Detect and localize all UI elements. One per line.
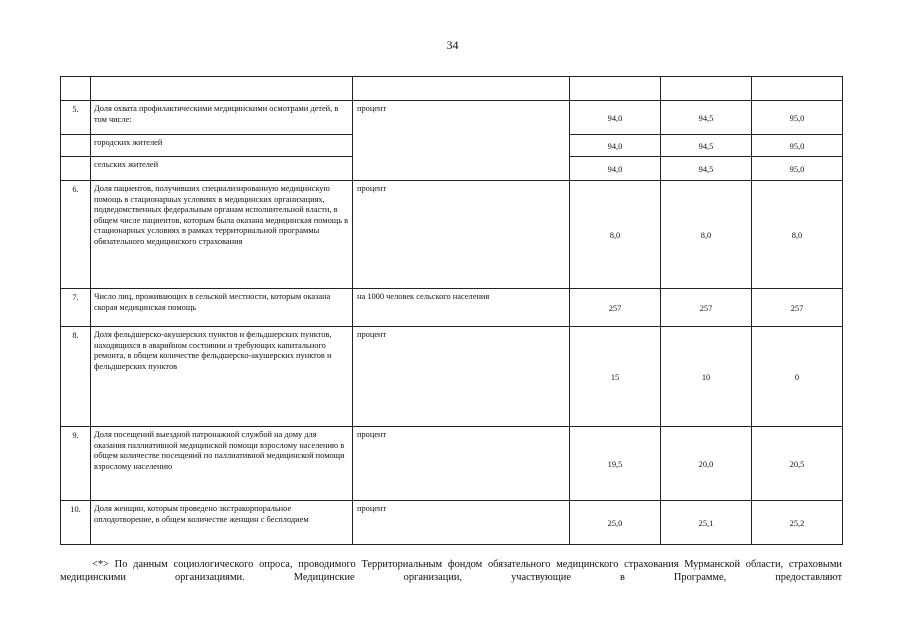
row-number: 5.	[61, 101, 91, 135]
indicator-name: Число лиц, проживающих в сельской местности, которым оказана скорая медицинская помощь	[91, 289, 353, 327]
value-year-3: 8,0	[752, 181, 843, 289]
row-number: 7.	[61, 289, 91, 327]
unit: на 1000 человек сельского населения	[353, 289, 570, 327]
indicator-name: городских жителей	[91, 135, 353, 157]
table-row	[61, 427, 843, 501]
value-year-1: 19,5	[570, 427, 661, 501]
value-year-2: 20,0	[661, 427, 752, 501]
value-year-3: 0	[752, 327, 843, 427]
unit: процент	[353, 101, 570, 181]
value-year-3: 257	[752, 289, 843, 327]
header-cell	[661, 77, 752, 101]
indicators-table	[60, 76, 843, 545]
indicator-name: Доля пациентов, получивших специализированную медицинскую помощь в стационарных условиях в медицинских организациях, подведомственных федеральным органам исполнительной власти, в общем числе пациентов, которым была оказана медицинская помощь в стационарных условиях в рамках территориальной программы обязательного медицинского страхования	[91, 181, 353, 289]
unit: процент	[353, 427, 570, 501]
value-year-1: 94,0	[570, 157, 661, 181]
row-number: 8.	[61, 327, 91, 427]
row-number	[61, 135, 91, 157]
page-number: 34	[446, 38, 459, 52]
indicator-name: Доля женщин, которым проведено экстракорпоральное оплодотворение, в общем количестве женщин с бесплодием	[91, 501, 353, 545]
value-year-1: 25,0	[570, 501, 661, 545]
value-year-3: 20,5	[752, 427, 843, 501]
table-row	[61, 101, 843, 135]
row-number: 9.	[61, 427, 91, 501]
row-number: 6.	[61, 181, 91, 289]
value-year-1: 15	[570, 327, 661, 427]
indicator-name: Доля охвата профилактическими медицинскими осмотрами детей, в том числе:	[91, 101, 353, 135]
row-number: 10.	[61, 501, 91, 545]
value-year-2: 25,1	[661, 501, 752, 545]
value-year-2: 8,0	[661, 181, 752, 289]
value-year-1: 257	[570, 289, 661, 327]
header-cell	[570, 77, 661, 101]
value-year-3: 95,0	[752, 101, 843, 135]
value-year-2: 257	[661, 289, 752, 327]
value-year-1: 94,0	[570, 101, 661, 135]
table-row	[61, 501, 843, 545]
header-cell	[752, 77, 843, 101]
indicator-name: Доля фельдшерско-акушерских пунктов и фельдшерских пунктов, находящихся в аварийном состоянии и требующих капитального ремонта, в общем количестве фельдшерско-акушерских пунктов и фельдшерских пунктов	[91, 327, 353, 427]
table-header-row	[61, 77, 843, 101]
value-year-1: 8,0	[570, 181, 661, 289]
table-row	[61, 327, 843, 427]
value-year-2: 94,5	[661, 157, 752, 181]
value-year-2: 94,5	[661, 101, 752, 135]
footnote: <*> По данным социологического опроса, проводимого Территориальным фондом обязательного медицинского страхования Мурманской области, страховыми медицинскими организациями. Медицинские организации, участвующие в Программе, предоставляют	[60, 559, 842, 584]
indicator-name: сельских жителей	[91, 157, 353, 181]
value-year-2: 94,5	[661, 135, 752, 157]
value-year-3: 95,0	[752, 135, 843, 157]
row-number	[61, 157, 91, 181]
header-cell	[61, 77, 91, 101]
unit: процент	[353, 501, 570, 545]
table-row	[61, 181, 843, 289]
value-year-1: 94,0	[570, 135, 661, 157]
unit: процент	[353, 327, 570, 427]
header-cell	[91, 77, 353, 101]
value-year-2: 10	[661, 327, 752, 427]
header-cell	[353, 77, 570, 101]
value-year-3: 25,2	[752, 501, 843, 545]
table-row	[61, 289, 843, 327]
value-year-3: 95,0	[752, 157, 843, 181]
unit: процент	[353, 181, 570, 289]
indicator-name: Доля посещений выездной патронажной службой на дому для оказания паллиативной медицинской помощи взрослому населению в общем количестве посещений по паллиативной медицинской помощи взрослому населению	[91, 427, 353, 501]
